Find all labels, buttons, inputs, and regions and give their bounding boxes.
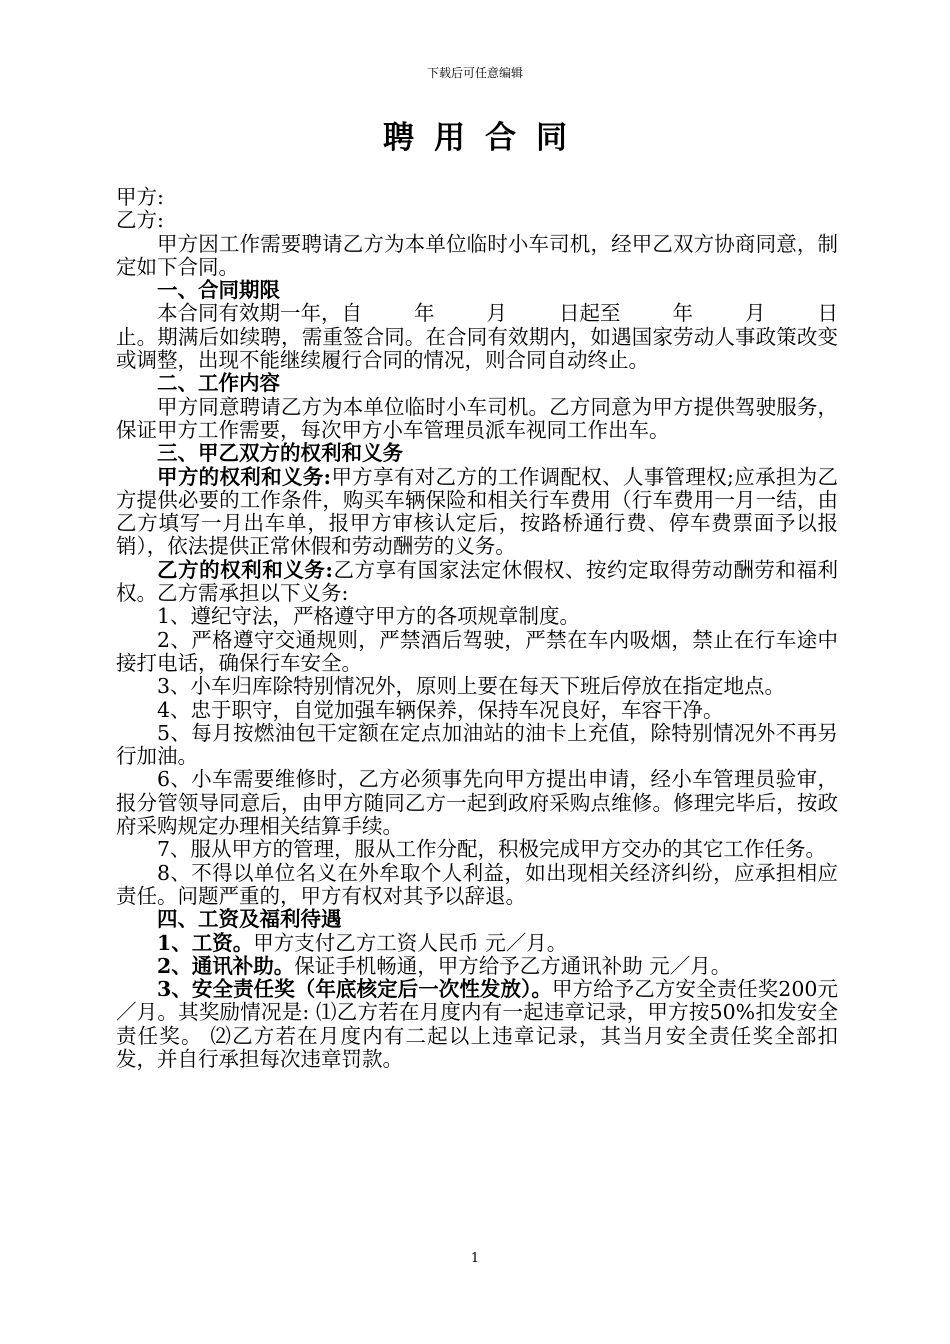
wage-label: 1、工资。 (157, 930, 254, 955)
duty-item: 6、小车需要维修时，乙方必须事先向甲方提出申请，经小车管理员验审，报分管领导同意后，由甲方随同乙方一起到政府采购点维修。修理完毕后，按政府采购规定办理相关结算手续。 (116, 767, 838, 839)
date-part: 月 (745, 301, 766, 326)
safety-bonus-text: 甲方给予乙方安全责任奖200元／月。其奖励情况是: ⑴乙方若在月度内有一起违章记录，甲方按50%扣发安全责任奖。 ⑵乙方若在月度内有二起以上违章记录，其当月安全责任奖全部扣发，并自行承担每次违章罚款。 (116, 977, 838, 1071)
section-3-heading: 三、甲乙双方的权利和义务 (157, 441, 403, 466)
duty-item: 2、严格遵守交通规则，严禁酒后驾驶，严禁在车内吸烟，禁止在行车途中接打电话，确保行车安全。 (116, 627, 838, 675)
party-a-duties-text: 甲方享有对乙方的工作调配权、人事管理权;应承担为乙方提供必要的工作条件，购买车辆保险和相关行车费用（行车费用一月一结，由乙方填写一月出车单，报甲方审核认定后，按路桥通行费、停车费票面予以报销），依法提供正常休假和劳动酬劳的义务。 (116, 464, 838, 559)
section-1-text: 止。期满后如续聘，需重签合同。在合同有效期内，如遇国家劳动人事政策改变或调整，出现不能继续履行合同的情况，则合同自动终止。 (116, 324, 838, 373)
party-b-duties (116, 559, 838, 606)
wage-item (116, 932, 838, 955)
communication-allowance-label: 2、通讯补助。 (157, 953, 295, 978)
date-part: 日起至 (559, 301, 621, 326)
wage-text: 甲方支付乙方工资人民币 元／月。 (253, 930, 568, 955)
date-part: 本合同有效期一年，自 (157, 301, 362, 326)
section-2-heading: 二、工作内容 (157, 371, 280, 396)
date-part: 年 (672, 301, 693, 326)
page-header: 下载后可任意编辑 (426, 66, 523, 80)
section-4-heading: 四、工资及福利待遇 (157, 907, 342, 932)
contract-term-date-line (116, 302, 838, 325)
party-a-label: 甲方: (116, 185, 164, 209)
party-b-duties-text: 乙方享有国家法定休假权、按约定取得劳动酬劳和福利权。乙方需承担以下义务: (116, 557, 839, 606)
date-part: 月 (486, 301, 507, 326)
duty-item: 1、遵纪守法，严格遵守甲方的各项规章制度。 (157, 604, 581, 629)
safety-bonus-item (116, 978, 838, 1071)
communication-allowance-item (116, 955, 838, 978)
page-title: 聘用合同 (383, 120, 587, 156)
page-number: 1 (470, 1251, 480, 1266)
duty-item: 7、服从甲方的管理，服从工作分配，积极完成甲方交办的其它工作任务。 (157, 837, 827, 862)
duty-item: 5、每月按燃油包干定额在定点加油站的油卡上充值，除特别情况外不再另行加油。 (116, 720, 838, 769)
date-part: 日 (817, 301, 838, 326)
intro-paragraph: 甲方因工作需要聘请乙方为本单位临时小车司机，经甲乙双方协商同意，制定如下合同。 (116, 231, 838, 279)
party-b-label: 乙方: (116, 208, 164, 233)
duty-item: 8、不得以单位名义在外牟取个人利益，如出现相关经济纠纷，应承担相应责任。问题严重的，甲方有权对其予以辞退。 (116, 860, 838, 908)
date-part: 年 (414, 301, 435, 326)
section-2-text: 甲方同意聘请乙方为本单位临时小车司机。乙方同意为甲方提供驾驶服务，保证甲方工作需要，每次甲方小车管理员派车视同工作出车。 (116, 394, 838, 442)
section-1-heading: 一、合同期限 (157, 278, 280, 303)
contract-body (116, 186, 838, 1071)
communication-allowance-text: 保证手机畅通，甲方给予乙方通讯补助 元／月。 (294, 953, 732, 978)
duty-item: 3、小车归库除特别情况外，原则上要在每天下班后停放在指定地点。 (157, 674, 786, 699)
duty-item: 4、忠于职守，自觉加强车辆保养，保持车况良好，车容干净。 (157, 697, 724, 722)
party-b-duties-label: 乙方的权利和义务: (157, 557, 333, 582)
safety-bonus-label: 3、安全责任奖（年底核定后一次性发放）。 (157, 977, 552, 1002)
party-a-duties (116, 466, 838, 559)
party-a-duties-label: 甲方的权利和义务: (157, 464, 332, 489)
